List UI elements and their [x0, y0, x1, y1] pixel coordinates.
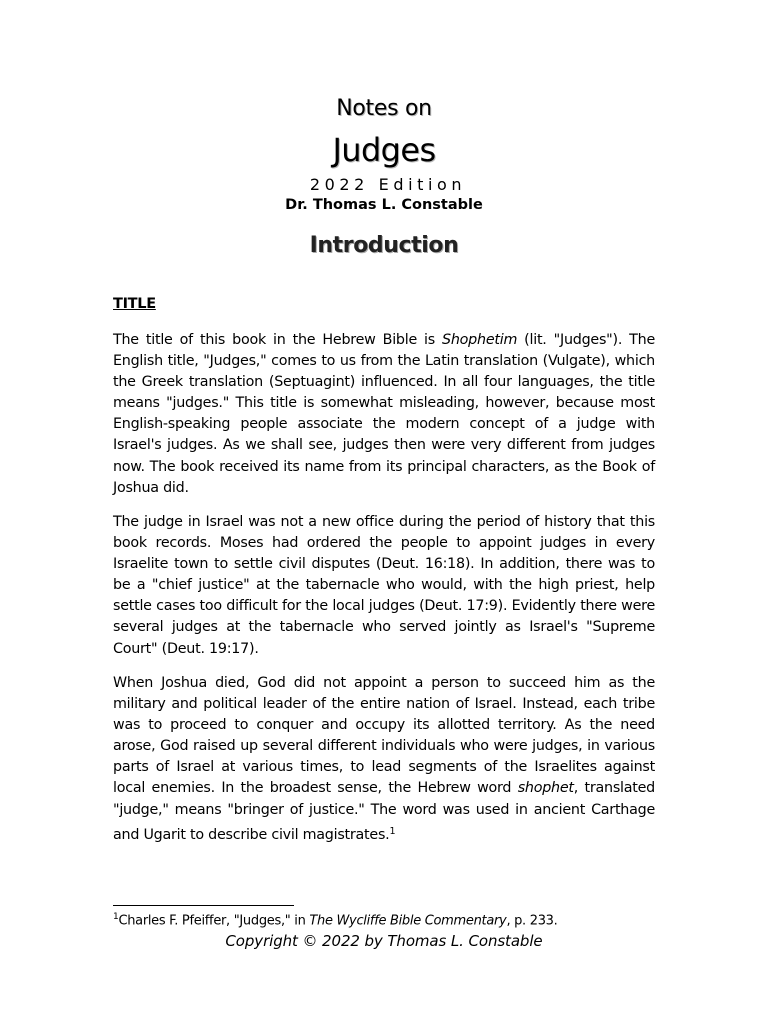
section-heading-title: TITLE — [113, 296, 156, 312]
paragraph-1-emphasis: Shophetim — [442, 332, 518, 348]
introduction-heading: Introduction — [309, 233, 459, 258]
footnote-divider — [113, 905, 294, 906]
author-name: Dr. Thomas L. Constable — [285, 197, 483, 213]
copyright-line: Copyright © 2022 by Thomas L. Constable — [225, 932, 543, 950]
footnote-emphasis: The Wycliffe Bible Commentary — [309, 913, 507, 929]
paragraph-2: The judge in Israel was not a new office during the period of history that this book records. Moses had ordered the people to appoint judges in every Israelite town to settle civil disputes (Deut. 16:18). In addition, there was to be a "chief justice" at the tabernacle who would, with the high priest, help settle cases too difficult for the local judges (Deut. 17:9). Evidently there were several judges at the tabernacle who served jointly as Israel's "Supreme Court" (Deut. 19:17). — [113, 514, 655, 657]
edition-label: 2022 Edition — [309, 175, 467, 194]
footnote-marker: 1 — [113, 912, 119, 922]
paragraph-3 — [113, 673, 655, 846]
paragraph-3-emphasis: shophet — [517, 780, 574, 797]
notes-on-heading: Notes on — [336, 96, 432, 121]
footnote-text-a: Charles F. Pfeiffer, "Judges," in — [118, 913, 310, 929]
paragraph-3-text-b: , translated "judge," means "bringer of justice." The word was used in ancient Carthage and Ugarit to describe civil magistrates. — [113, 780, 655, 843]
paragraph-3-text-a: When Joshua died, God did not appoint a person to succeed him as the military and political leader of the entire nation of Israel. Instead, each tribe was to proceed to conquer and occupy its allotted territory. As the need arose, God raised up several different individuals who were judges, in various parts of Israel at various times, to lead segments of the Israelites against local enemies. In the broadest sense, the Hebrew word — [113, 675, 655, 797]
paragraph-1-text-a: The title of this book in the Hebrew Bible is — [113, 332, 443, 348]
footnote — [113, 912, 557, 928]
book-title: Judges — [332, 131, 436, 169]
paragraph-1 — [113, 330, 655, 499]
footnote-reference[interactable]: 1 — [389, 825, 396, 837]
paragraph-1-text-b: (lit. "Judges"). The English title, "Judges," comes to us from the Latin translation (Vulgate), which the Greek translation (Septuagint) influenced. In all four languages, the title means "judges." This title is somewhat misleading, however, because most English-speaking people associate the modern concept of a judge with Israel's judges. As we shall see, judges then were very different from judges now. The book received its name from its principal characters, as the Book of Joshua did. — [113, 332, 656, 496]
footnote-text-b: , p. 233. — [506, 913, 558, 929]
